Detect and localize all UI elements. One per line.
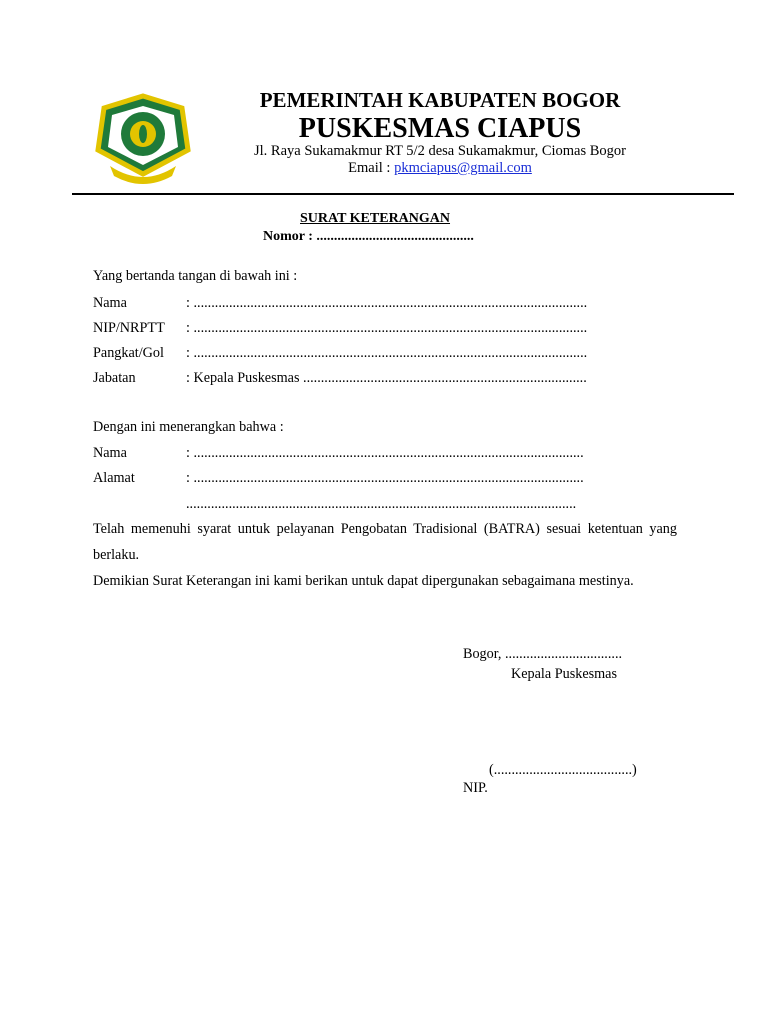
header-divider — [72, 193, 734, 195]
emblem-icon — [92, 92, 194, 188]
institution-address: Jl. Raya Sukamakmur RT 5/2 desa Sukamakmur, Ciomas Bogor — [253, 143, 627, 159]
signer-nip-label: NIP/NRPTT — [93, 320, 165, 336]
subject-address-value: : .............................................................................................................. — [186, 470, 584, 486]
signer-name-label: Nama — [93, 295, 127, 311]
signer-intro: Yang bertanda tangan di bawah ini : — [93, 268, 298, 284]
document-title: SURAT KETERANGAN — [300, 211, 451, 226]
email-link[interactable]: pkmciapus@gmail.com — [394, 160, 532, 176]
signer-rank-value: : ............................................................................................................... — [186, 345, 588, 361]
signer-position-value: : Kepala Puskesmas ................................................................................ — [186, 370, 587, 386]
statement-paragraph: Telah memenuhi syarat untuk pelayanan Pengobatan Tradisional (BATRA) sesuai ketentuan yang berlaku. — [93, 521, 677, 563]
signer-position-label: Jabatan — [93, 370, 136, 386]
email-label: Email : — [348, 160, 395, 176]
subject-address-continuation: .............................................................................................................. — [186, 496, 577, 512]
closing-paragraph: Demikian Surat Keterangan ini kami berikan untuk dapat dipergunakan sebagaimana mestinya. — [93, 573, 634, 589]
signer-nip-value: : ............................................................................................................... — [186, 320, 588, 336]
signature-place-date: Bogor, ................................. — [463, 646, 623, 662]
subject-name-value: : .............................................................................................................. — [186, 445, 584, 461]
signature-nip: NIP. — [463, 780, 488, 796]
document-number: Nomor : ............................................. — [263, 229, 474, 244]
institution-name: PUSKESMAS CIAPUS — [298, 113, 582, 144]
bogor-regency-logo — [92, 92, 194, 188]
signature-position: Kepala Puskesmas — [511, 666, 617, 682]
subject-name-label: Nama — [93, 445, 127, 461]
institution-email — [195, 160, 685, 177]
signer-rank-label: Pangkat/Gol — [93, 345, 164, 361]
subject-address-label: Alamat — [93, 470, 135, 486]
signature-name-placeholder: (.......................................) — [489, 762, 637, 778]
signer-name-value: : ............................................................................................................... — [186, 295, 588, 311]
statement-intro: Dengan ini menerangkan bahwa : — [93, 419, 284, 435]
government-name: PEMERINTAH KABUPATEN BOGOR — [259, 88, 621, 112]
